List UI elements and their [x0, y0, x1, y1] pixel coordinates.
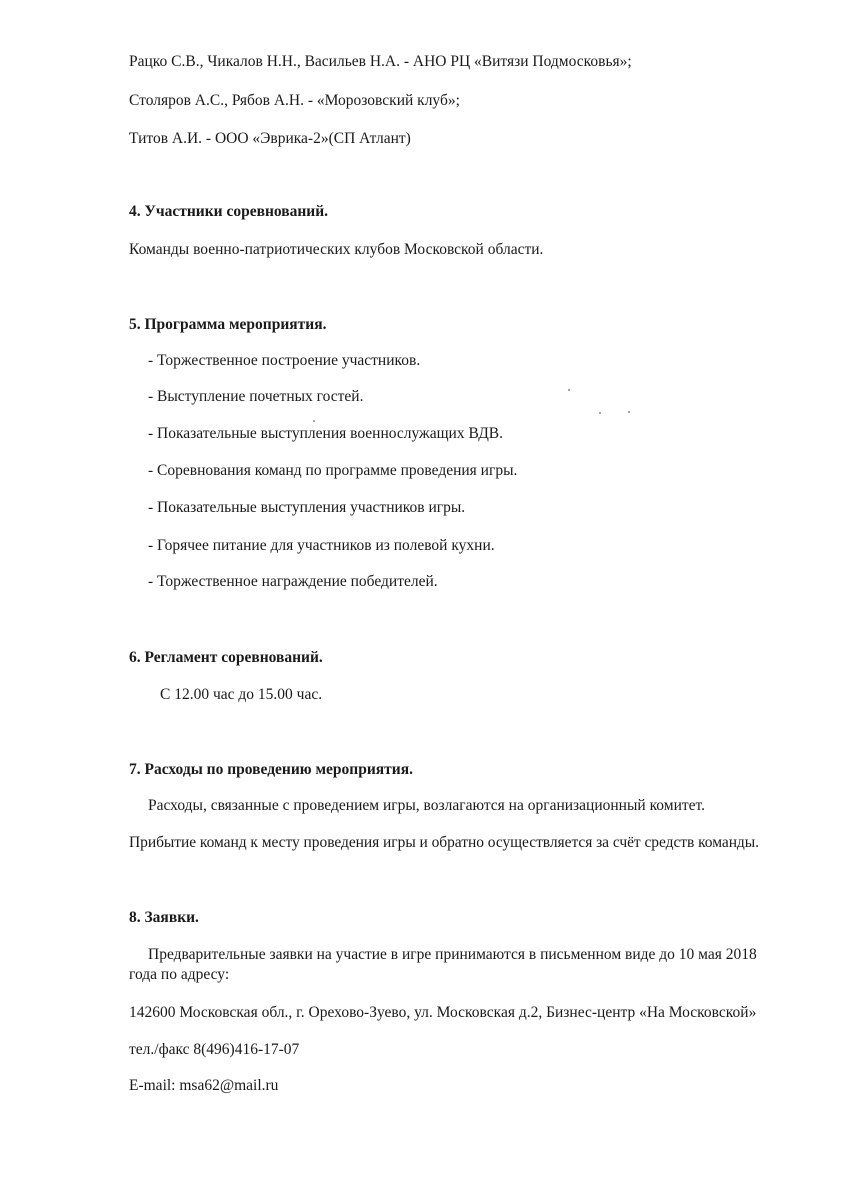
program-item: - Горячее питание для участников из полевой кухни.	[148, 537, 495, 554]
applications-text: Предварительные заявки на участие в игре принимаются в письменном виде до 10 мая 2018	[148, 946, 757, 963]
scan-speck	[628, 411, 630, 413]
address-text: 142600 Московская обл., г. Орехово-Зуево, ул. Московская д.2, Бизнес-центр «На Московской»	[129, 1004, 757, 1021]
section-heading-expenses: 7. Расходы по проведению мероприятия.	[129, 761, 413, 778]
program-item: - Выступление почетных гостей.	[148, 388, 364, 405]
program-item: - Показательные выступления участников игры.	[148, 499, 466, 516]
scan-speck	[313, 420, 315, 422]
applications-text: года по адресу:	[129, 966, 230, 983]
schedule-text: С 12.00 час до 15.00 час.	[160, 686, 323, 703]
participants-text: Команды военно-патриотических клубов Московской области.	[129, 241, 544, 258]
program-item: - Торжественное награждение победителей.	[148, 573, 438, 590]
expenses-text: Расходы, связанные с проведением игры, возлагаются на организационный комитет.	[148, 797, 706, 814]
section-heading-schedule: 6. Регламент соревнований.	[129, 649, 323, 666]
section-heading-participants: 4. Участники соревнований.	[129, 203, 329, 220]
scan-speck	[599, 412, 601, 414]
expenses-text: Прибытие команд к месту проведения игры и обратно осуществляется за счёт средств команды.	[129, 834, 759, 851]
program-item: - Торжественное построение участников.	[148, 352, 421, 369]
program-item: - Показательные выступления военнослужащих ВДВ.	[148, 425, 504, 442]
section-heading-program: 5. Программа мероприятия.	[129, 316, 327, 333]
email-text: E-mail: msa62@mail.ru	[129, 1077, 279, 1094]
scan-speck	[568, 389, 570, 391]
section-heading-applications: 8. Заявки.	[129, 909, 199, 926]
organizer-line: Титов А.И. - ООО «Эврика-2»(СП Атлант)	[129, 130, 411, 147]
program-item: - Соревнования команд по программе проведения игры.	[148, 462, 518, 479]
phone-text: тел./факс 8(496)416-17-07	[129, 1041, 300, 1058]
organizer-line: Рацко С.В., Чикалов Н.Н., Васильев Н.А. - АНО РЦ «Витязи Подмосковья»;	[129, 53, 632, 70]
organizer-line: Столяров А.С., Рябов А.Н. - «Морозовский клуб»;	[129, 92, 460, 109]
